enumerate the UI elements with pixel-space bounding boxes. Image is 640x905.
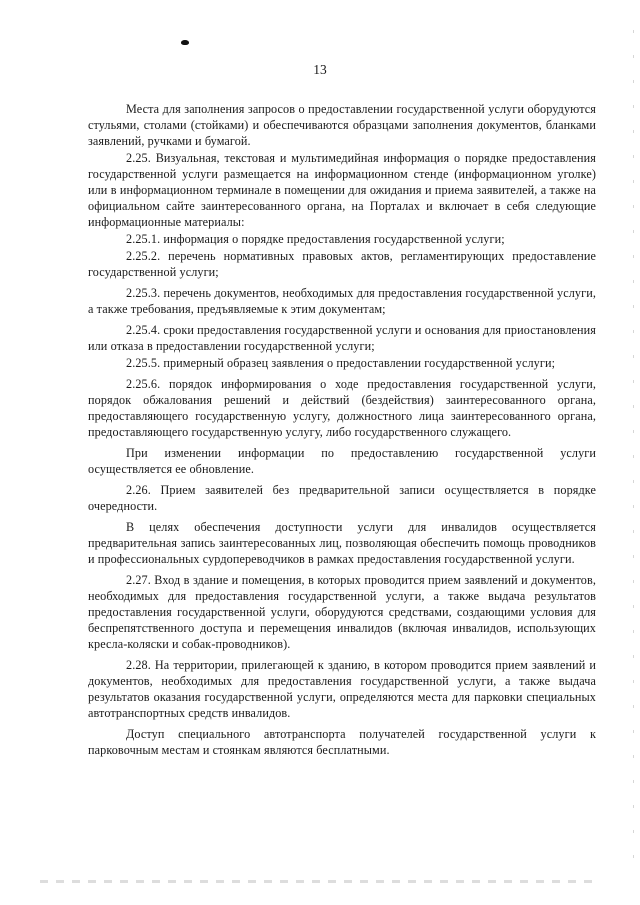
page-number: 13 xyxy=(313,62,327,77)
paragraph-2-25-4: 2.25.4. сроки предоставления государственной услуги и основания для приостановления или отказа в предоставлении государственной услуги; xyxy=(88,323,596,353)
paragraph-seating: Места для заполнения запросов о предоставлении государственной услуги оборудуются стульями, столами (стойками) и обеспечиваются образцами заполнения документов, бланками заявлений, ручками и бумагой. xyxy=(88,102,596,148)
paragraph-2-27: 2.27. Вход в здание и помещения, в которых проводится прием заявлений и документов, необходимых для предоставления государственной услуги, а также выдача результатов предоставления государственной услуги, оборудуются средствами, создающими условия для беспрепятственного доступа и перемещения инвалидов (включая инвалидов, использующих кресла-коляски и собак-проводников). xyxy=(88,573,596,651)
paragraph-info-update: При изменении информации по предоставлению государственной услуги осуществляется ее обновление. xyxy=(88,446,596,476)
paragraph-2-25-6: 2.25.6. порядок информирования о ходе предоставления государственной услуги, порядок обжалования решений и действий (бездействия) заинтересованного органа, предоставляющего государственную услугу, должностного лица заинтересованного органа, предоставляющего государственную услугу, либо государственного служащего. xyxy=(88,377,596,439)
paragraph-disabled-access: В целях обеспечения доступности услуги для инвалидов осуществляется предварительная запись заинтересованных лиц, позволяющая обеспечить помощь проводников и профессиональных сурдопереводчиков в рамках предоставления государственной услуги. xyxy=(88,520,596,566)
paragraph-2-25-2: 2.25.2. перечень нормативных правовых актов, регламентирующих предоставление государственной услуги; xyxy=(88,249,596,279)
paragraph-2-25-1: 2.25.1. информация о порядке предоставления государственной услуги; xyxy=(126,232,505,246)
paragraph-2-28: 2.28. На территории, прилегающей к зданию, в котором проводится прием заявлений и документов, необходимых для предоставления государственной услуги, а также выдача результатов оказания государственной услуги, определяются места для парковки специальных автотранспортных средств инвалидов. xyxy=(88,658,596,720)
paragraph-2-25-5: 2.25.5. примерный образец заявления о предоставлении государственной услуги; xyxy=(126,356,556,370)
paragraph-2-26: 2.26. Прием заявителей без предварительной записи осуществляется в порядке очередности. xyxy=(88,483,596,513)
document-body xyxy=(88,101,596,758)
paragraph-parking-free: Доступ специального автотранспорта получателей государственной услуги к парковочным местам и стоянкам являются бесплатными. xyxy=(88,727,596,757)
paragraph-2-25-3: 2.25.3. перечень документов, необходимых для предоставления государственной услуги, а также требования, предъявляемые к этим документам; xyxy=(88,286,596,316)
scan-bottom-edge xyxy=(40,880,600,883)
ink-smudge xyxy=(181,40,189,45)
paragraph-2-25: 2.25. Визуальная, текстовая и мультимедийная информация о порядке предоставления государственной услуги размещается на информационном стенде (информационном уголке) или в информационном терминале в помещении для ожидания и приема заявителей, а также на официальном сайте заинтересованного органа, на Порталах и включает в себя следующие информационные материалы: xyxy=(88,151,596,229)
scan-edge xyxy=(633,30,634,870)
